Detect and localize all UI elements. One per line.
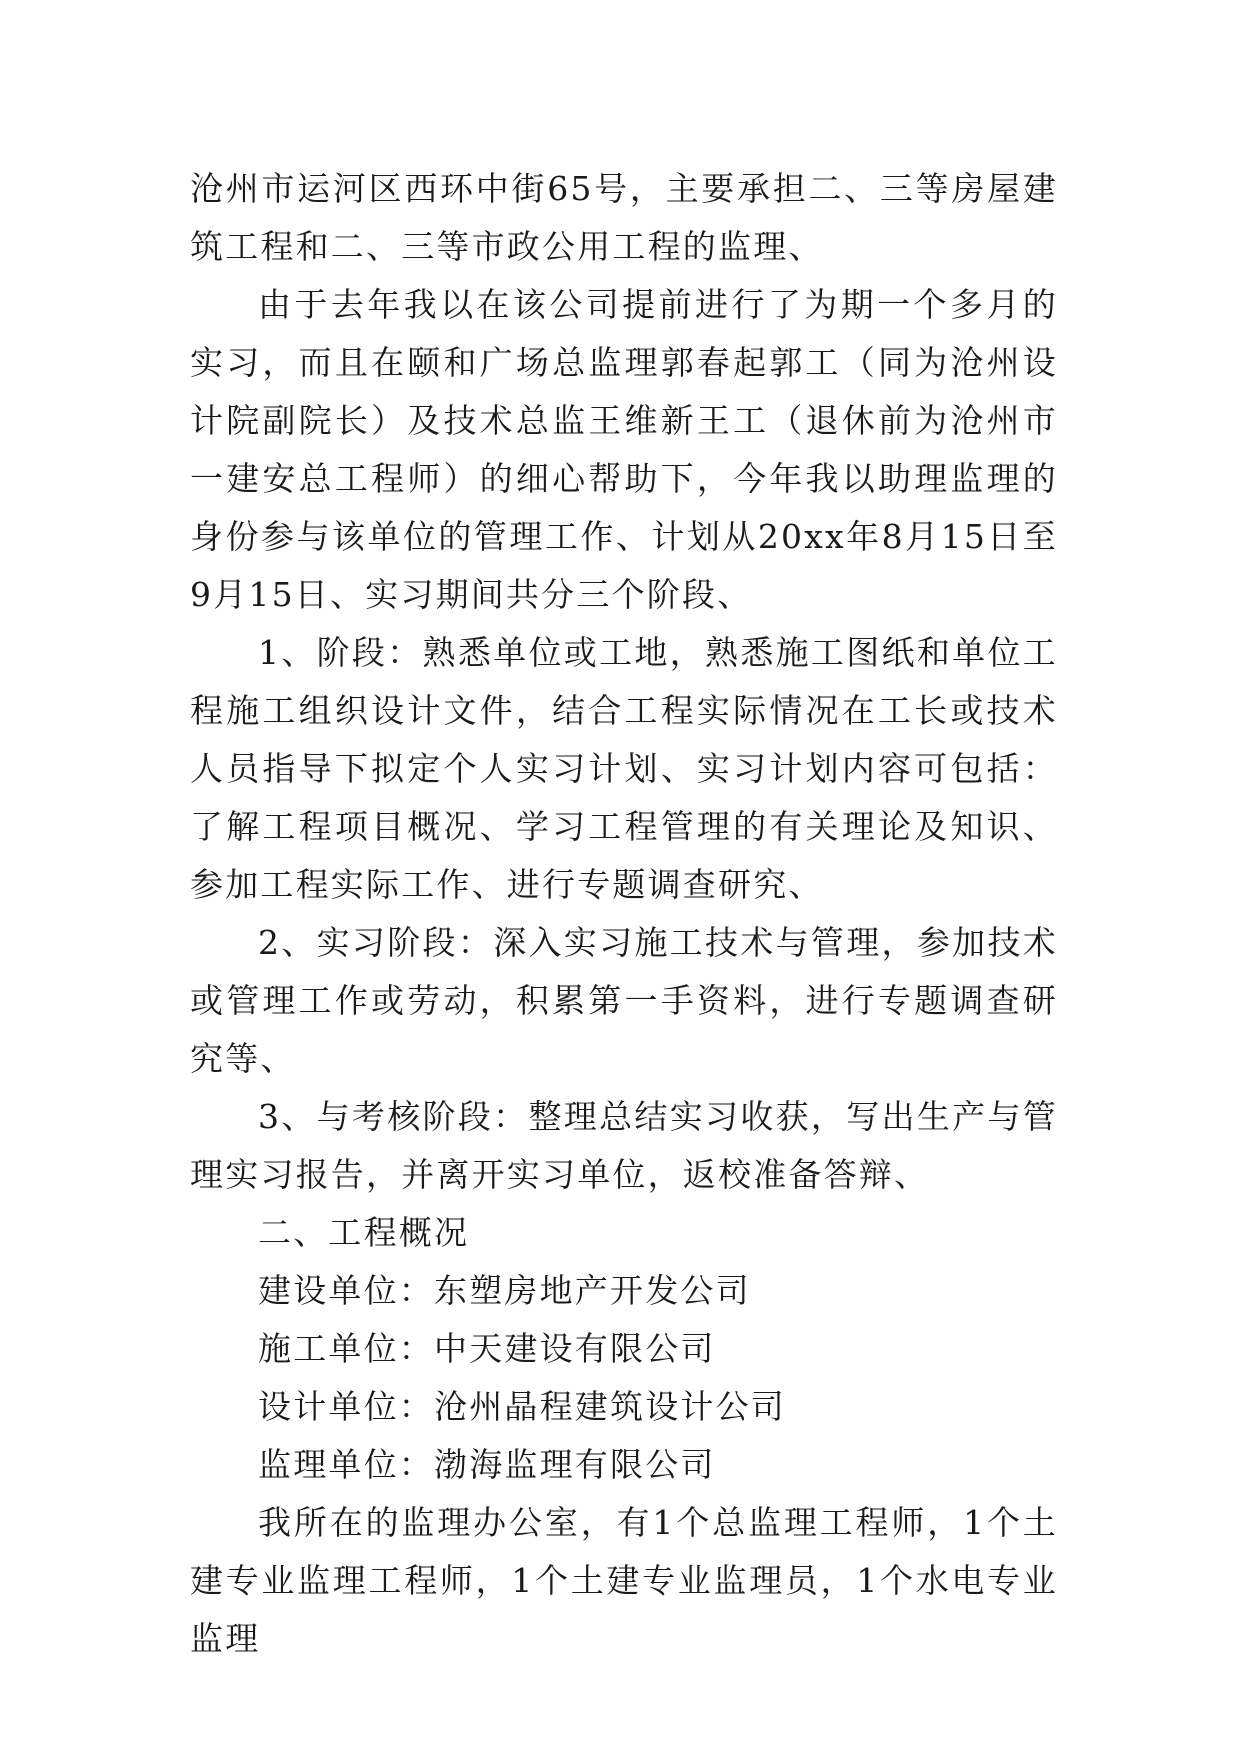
paragraph-office-staff: 我所在的监理办公室，有1个总监理工程师，1个土建专业监理工程师，1个土建专业监理员，1个水电专业监理 [190,1503,1058,1658]
paragraph-construction-unit: 建设单位：东塑房地产开发公司 [258,1271,751,1310]
paragraph-stage-one: 1、阶段：熟悉单位或工地，熟悉施工图纸和单位工程施工组织设计文件，结合工程实际情况在工长或技术人员指导下拟定个人实习计划、实习计划内容可包括：了解工程项目概况、学习工程管理的有关理论及知识、参加工程实际工作、进行专题调查研究、 [190,633,1058,904]
paragraph-supervision-unit: 监理单位：渤海监理有限公司 [258,1445,716,1484]
paragraph-builder-unit: 施工单位：中天建设有限公司 [258,1329,716,1368]
paragraph-design-unit: 设计单位：沧州晶程建筑设计公司 [258,1387,786,1426]
document-body [190,160,1058,1668]
paragraph-stage-three: 3、与考核阶段：整理总结实习收获，写出生产与管理实习报告，并离开实习单位，返校准备答辩、 [190,1097,1058,1194]
paragraph-stage-two: 2、实习阶段：深入实习施工技术与管理，参加技术或管理工作或劳动，积累第一手资料，进行专题调查研究等、 [190,923,1058,1078]
section-heading-project-overview: 二、工程概况 [258,1213,470,1252]
paragraph-company-address: 沧州市运河区西环中街65号，主要承担二、三等房屋建筑工程和二、三等市政公用工程的监理、 [190,169,1058,266]
paragraph-internship-background: 由于去年我以在该公司提前进行了为期一个多月的实习，而且在颐和广场总监理郭春起郭工（同为沧州设计院副院长）及技术总监王维新王工（退休前为沧州市一建安总工程师）的细心帮助下，今年我以助理监理的身份参与该单位的管理工作、计划从20xx年8月15日至9月15日、实习期间共分三个阶段、 [190,285,1058,614]
